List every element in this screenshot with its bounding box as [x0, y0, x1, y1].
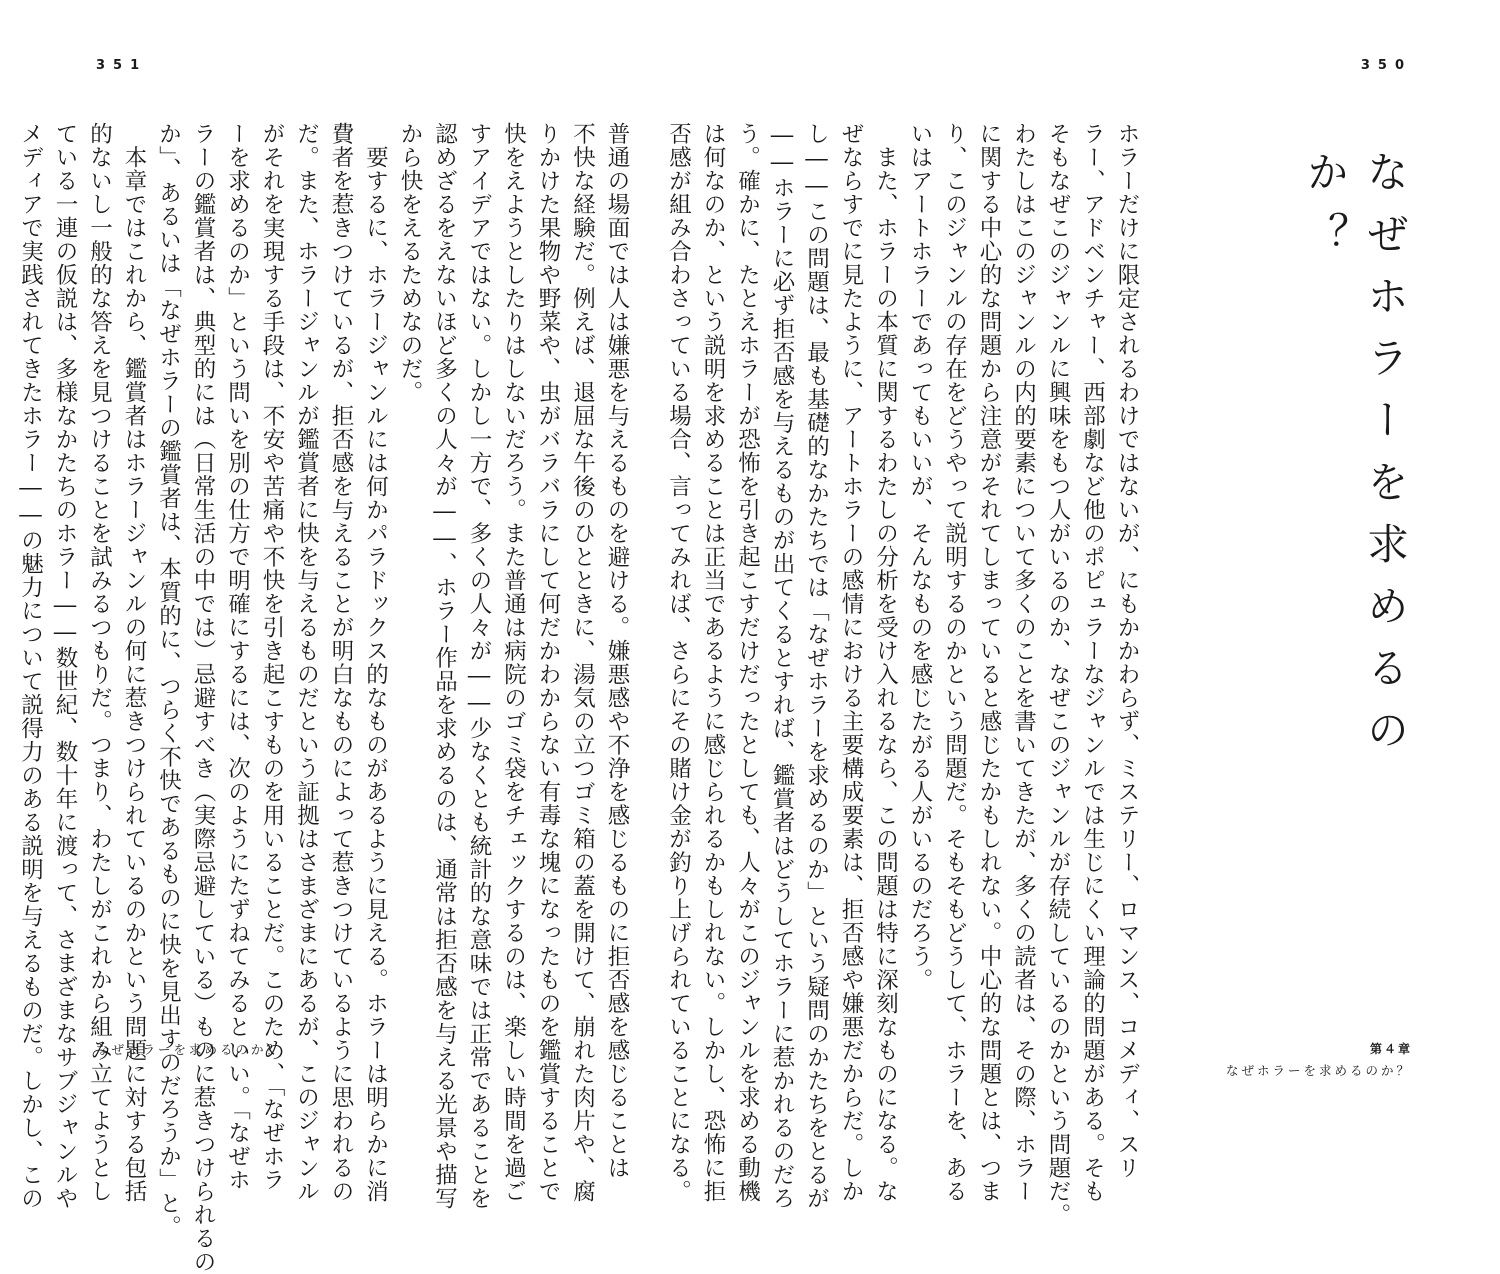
body-line: 普通の場面では人は嫌悪を与えるものを避ける。嫌悪感や不浄を感じるものに拒否感を感じることは: [604, 122, 630, 1180]
body-line: から快をえるためなのだ。: [397, 122, 423, 404]
body-line: いはアートホラーであってもいいが、そんなものを感じたがる人がいるのだろう。: [907, 122, 933, 992]
body-line: がそれを実現する手段は、不安や苦痛や不快を引き起こすものを用いることだ。このため、「なぜホラ: [259, 122, 285, 1192]
body-line: だ。また、ホラージャンルが鑑賞者に快を与えるものだという証拠はさまざまにあるが、このジャンル: [293, 122, 320, 1203]
page-number-right: 350: [1360, 58, 1412, 73]
body-line: 不快な経験だ。例えば、退屈な午後のひとときに、湯気の立つゴミ箱の蓋を開けて、崩れた肉片や、腐: [569, 122, 596, 1203]
body-line: 費者を惹きつけているが、拒否感を与えることが明白なものによって惹きつけているように思われるの: [328, 122, 354, 1203]
body-line: ぜならすでに見たように、アートホラーの感情における主要構成要素は、拒否感や嫌悪だからだ。しか: [838, 122, 864, 1203]
body-line: りかけた果物や野菜や、虫がバラバラにして何だかわからない有毒な塊になったものを鑑賞することで: [535, 122, 561, 1203]
body-line: り、このジャンルの存在をどうやって説明するのかという問題だ。そもそもどうして、ホラーを、ある: [941, 122, 968, 1203]
page-number-left: 351: [96, 58, 148, 73]
chapter-label: 第４章: [1369, 1042, 1412, 1056]
left-page-body: [13, 122, 634, 1274]
body-line: う。確かに、たとえホラーが恐怖を引き起こすだけだったとしても、人々がこのジャンルを求める動機: [734, 122, 761, 1203]
body-line: ている一連の仮説は、多様なかたちのホラー――数世紀、数十年に渡って、さまざまなサブジャンルや: [52, 122, 78, 1210]
body-line: 快をえようとしたりはしないだろう。また普通は病院のゴミ袋をチェックするのは、楽しい時間を過ご: [500, 122, 527, 1203]
body-line: 要するに、ホラージャンルには何かパラドックス的なものがあるように見える。ホラーは明らかに消: [362, 122, 389, 1203]
body-line: ラー、アドベンチャー、西部劇など他のポピュラーなジャンルでは生じにくい理論的問題がある。そも: [1079, 122, 1106, 1203]
running-footer-left: [96, 1040, 282, 1058]
body-line: 的ないし一般的な答えを見つけることを試みるつもりだ。つまり、わたしがこれから組み立てようとし: [86, 122, 113, 1203]
body-line: そもなぜこのジャンルに興味をもつ人がいるのか、なぜこのジャンルが存続しているのかという問題だ。: [1045, 122, 1071, 1227]
body-line: に関する中心的な問題から注意がそれてしまっていると感じたかもしれない。中心的な問題とは、つま: [976, 122, 1002, 1203]
body-line: すアイデアではない。しかし一方で、多くの人々が――少なくとも統計的な意味では正常であることを: [466, 122, 492, 1210]
body-line: また、ホラーの本質に関するわたしの分析を受け入れるなら、この問題は特に深刻なものになる。な: [872, 122, 899, 1203]
body-line: ーを求めるのか」という問いを別の仕方で明確にするには、次のようにたずねてみるといい。「なぜホ: [224, 122, 251, 1192]
body-line: か」、あるいは「なぜホラーの鑑賞者は、本質的に、つらく不快であるものに快を見出すのだろうか」と。: [155, 122, 182, 1239]
body-line: ホラーだけに限定されるわけではないが、にもかかわらず、ミステリー、ロマンス、コメディ、スリ: [1114, 122, 1140, 1180]
footer-title: なぜホラーを求めるのか？: [96, 1042, 283, 1057]
body-line: 否感が組み合わさっている場合、言ってみれば、さらにその賭け金が釣り上げられていることになる。: [665, 122, 692, 1203]
chapter-title: なぜホラーを求めるのか？: [1301, 150, 1410, 770]
running-footer-right: [1226, 1040, 1412, 1079]
footer-title: なぜホラーを求めるのか？: [1225, 1063, 1412, 1078]
body-line: ――ホラーに必ず拒否感を与えるものが出てくるとすれば、鑑賞者はどうしてホラーに惹かれるのだろ: [769, 122, 795, 1210]
body-line: メディアで実践されてきたホラー――の魅力について説得力のある説明を与えるものだ。しかし、この: [17, 122, 44, 1210]
body-line: は何なのか、という説明を求めることは正当であるように感じられるかもしれない。しかし、恐怖に拒: [700, 122, 726, 1203]
body-line: し――この問題は、最も基礎的なかたちでは「なぜホラーを求めるのか」という疑問のかたちをとるが: [803, 122, 830, 1210]
body-line: 本章ではこれから、鑑賞者はホラージャンルの何に惹きつけられているのかという問題に対する包括: [121, 122, 147, 1203]
body-line: 認めざるをえないほど多くの人々が――、ホラー作品を求めるのは、通常は拒否感を与える光景や描写: [431, 122, 458, 1210]
body-line: ラーの鑑賞者は、典型的には（日常生活の中では）忌避すべき（実際忌避している）ものに惹きつけられるの: [190, 122, 216, 1274]
right-page-body: [661, 122, 1144, 1227]
body-line: わたしはこのジャンルの内的要素について多くのことを書いてきたが、多くの読者は、その際、ホラー: [1010, 122, 1037, 1203]
